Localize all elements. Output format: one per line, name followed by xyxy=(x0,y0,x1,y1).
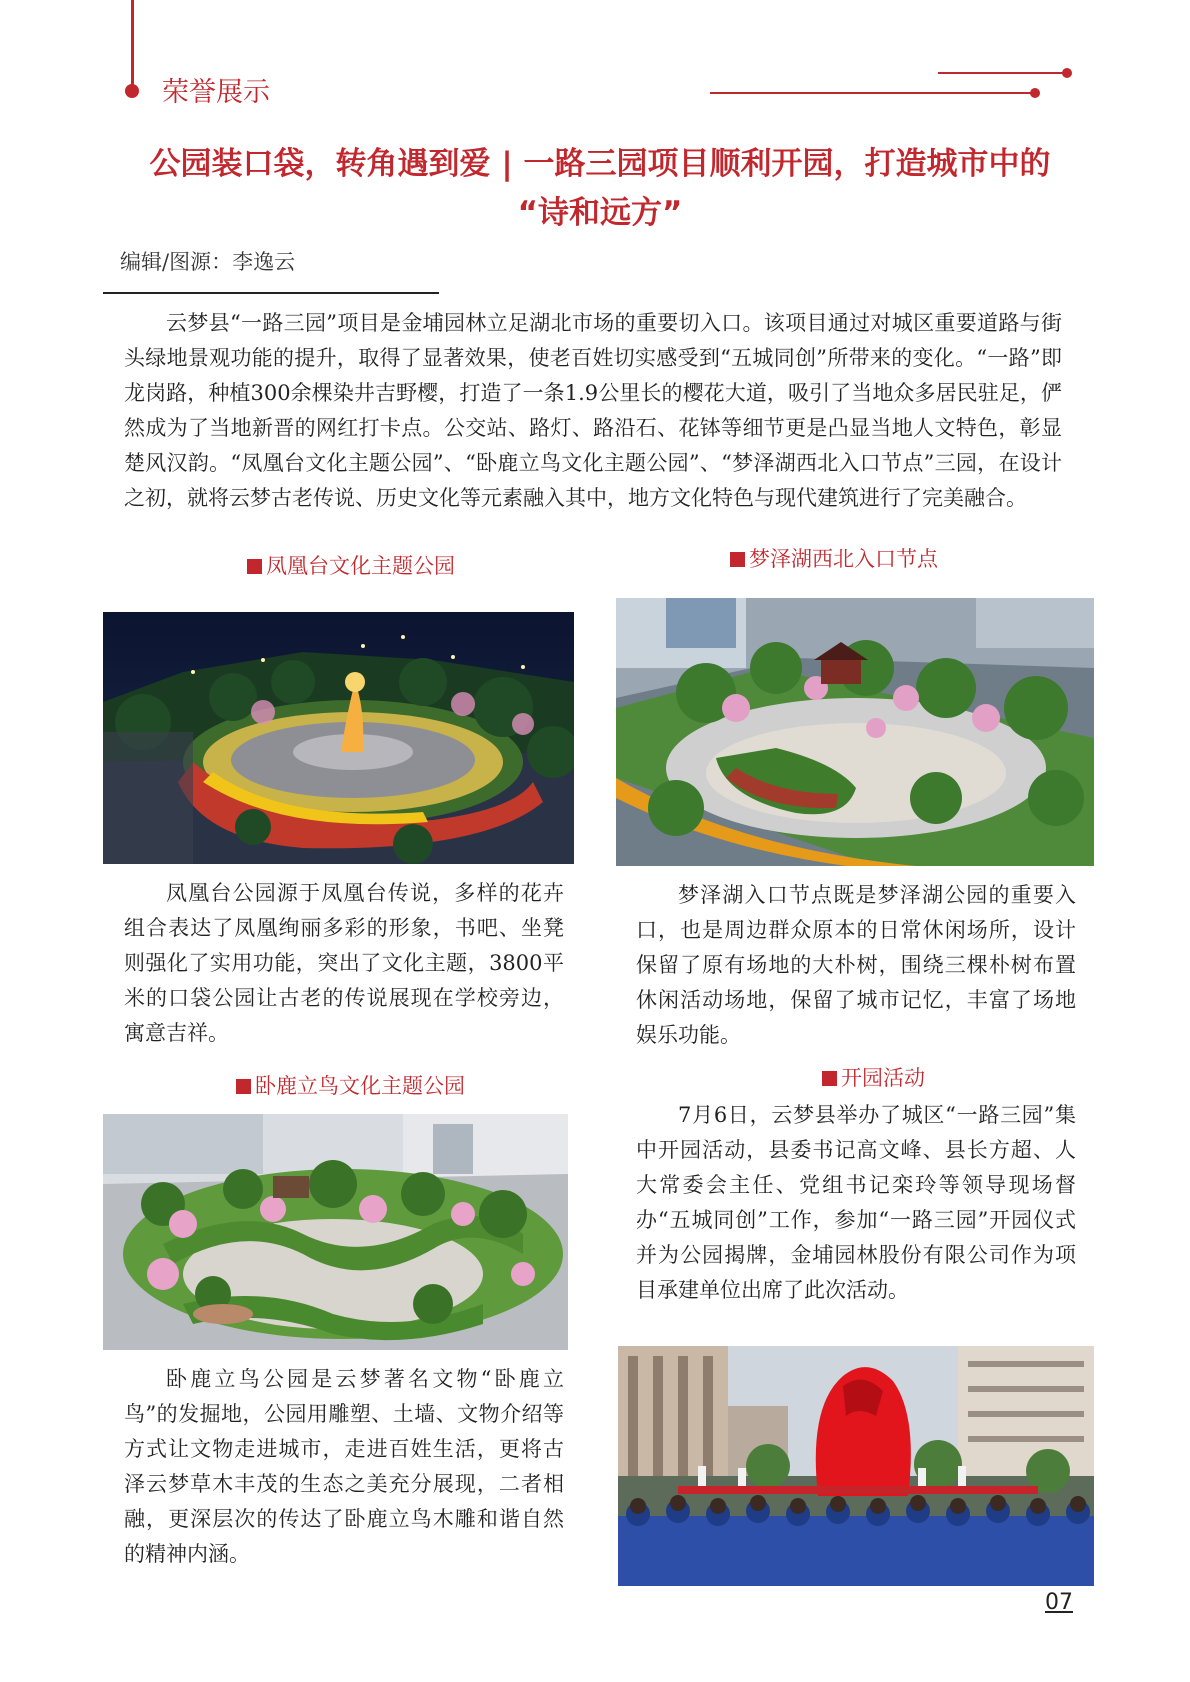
caption-mengze: 梦泽湖西北入口节点 xyxy=(730,543,938,573)
opening-ceremony-photo xyxy=(618,1346,1094,1586)
article-title-line2: “诗和远方” xyxy=(517,195,683,231)
opening-paragraph: 7月6日，云梦县举办了城区“一路三园”集中开园活动，县委书记高文峰、县长方超、人大常委会主任、党组书记栾玲等领导现场督办“五城同创”工作，参加“一路三园”开园仪式并为公园揭牌，金埔园林股份有限公司作为项目承建单位出席了此次活动。 xyxy=(636,1103,1076,1302)
header-rule-upper-dot xyxy=(1062,68,1072,78)
caption-square-icon xyxy=(730,552,745,567)
deer-park-image xyxy=(103,1114,568,1350)
header-dot xyxy=(125,84,139,98)
section-label: 荣誉展示 xyxy=(162,77,270,108)
caption-deer: 卧鹿立鸟文化主题公园 xyxy=(236,1070,465,1100)
caption-square-icon xyxy=(247,559,262,574)
intro-paragraph: 云梦县“一路三园”项目是金埔园林立足湖北市场的重要切入口。该项目通过对城区重要道路与街头绿地景观功能的提升，取得了显著效果，使老百姓切实感受到“五城同创”所带来的变化。“一路”即龙岗路，种植300余棵染井吉野樱，打造了一条1.9公里长的樱花大道，吸引了当地众多居民驻足，俨然成为了当地新晋的网红打卡点。公交站、路灯、路沿石、花钵等细节更是凸显当地人文特色，彰显楚风汉韵。“凤凰台文化主题公园”、“卧鹿立鸟文化主题公园”、“梦泽湖西北入口节点”三园，在设计之初，就将云梦古老传说、历史文化等元素融入其中，地方文化特色与现代建筑进行了完美融合。 xyxy=(124,311,1062,510)
header-vertical-line xyxy=(131,0,134,86)
page-number: 07 xyxy=(1045,1590,1073,1615)
mengze-paragraph: 梦泽湖入口节点既是梦泽湖公园的重要入口，也是周边群众原本的日常休闲场所，设计保留了原有场地的大朴树，围绕三棵朴树布置休闲活动场地，保留了城市记忆，丰富了场地娱乐功能。 xyxy=(636,883,1076,1047)
header-rule-lower xyxy=(710,92,1034,94)
mengze-lake-image xyxy=(616,598,1094,866)
header-rule-lower-dot xyxy=(1030,88,1040,98)
phoenix-park-image xyxy=(103,612,574,864)
caption-phoenix: 凤凰台文化主题公园 xyxy=(247,550,455,580)
byline-rule xyxy=(103,292,439,294)
deer-paragraph: 卧鹿立鸟公园是云梦著名文物“卧鹿立鸟”的发掘地，公园用雕塑、土墙、文物介绍等方式让文物走进城市，走进百姓生活，更将古泽云梦草木丰茂的生态之美充分展现，二者相融，更深层次的传达了卧鹿立鸟木雕和谐自然的精神内涵。 xyxy=(124,1367,564,1566)
byline: 编辑/图源：李逸云 xyxy=(120,250,296,274)
article-title-line1: 公园装口袋，转角遇到爱 | 一路三园项目顺利开园，打造城市中的 xyxy=(149,146,1051,182)
article-title xyxy=(100,140,1100,238)
phoenix-paragraph: 凤凰台公园源于凤凰台传说，多样的花卉组合表达了凤凰绚丽多彩的形象，书吧、坐凳则强化了实用功能，突出了文化主题，3800平米的口袋公园让古老的传说展现在学校旁边，寓意吉祥。 xyxy=(124,881,564,1045)
caption-opening: 开园活动 xyxy=(822,1062,925,1092)
caption-square-icon xyxy=(236,1079,251,1094)
header-rule-upper xyxy=(938,72,1066,74)
caption-square-icon xyxy=(822,1071,837,1086)
